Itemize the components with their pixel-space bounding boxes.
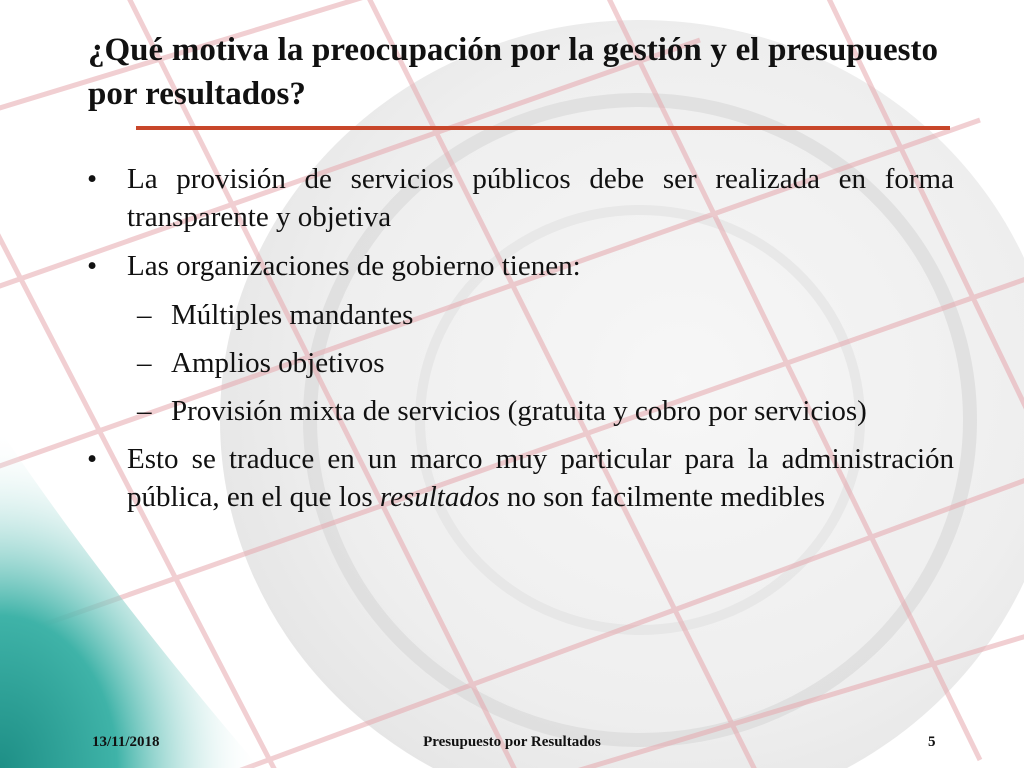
sub-bullet-item [80, 392, 954, 430]
sub-bullet-item [80, 296, 954, 334]
bullet-item [80, 160, 954, 236]
sub-bullet-text: Provisión mixta de servicios (gratuita y cobro por servicios) [171, 395, 867, 427]
dash-marker: – [137, 299, 152, 331]
title-underline [136, 126, 950, 130]
bullet-text [127, 443, 954, 513]
slide-body [80, 160, 954, 527]
footer-title: Presupuesto por Resultados [423, 734, 601, 750]
bullet-item [80, 247, 954, 285]
sub-bullet-text: Amplios objetivos [171, 347, 385, 379]
dash-marker: – [137, 347, 152, 379]
dash-marker: – [137, 395, 152, 427]
sub-bullet-item [80, 344, 954, 382]
bullet-text: La provisión de servicios públicos debe ser realizada en forma transparente y objetiva [127, 163, 954, 233]
bullet-text: Las organizaciones de gobierno tienen: [127, 250, 581, 282]
bullet-marker: • [87, 250, 98, 282]
emphasis-resultados: resultados [379, 481, 500, 513]
bullet-text-before: Esto se traduce en un marco muy particular para la administración pública, en el que los [127, 443, 954, 513]
bullet-item [80, 440, 954, 516]
bullet-marker: • [87, 163, 98, 195]
page-number: 5 [928, 734, 936, 750]
bullet-marker: • [87, 443, 98, 475]
bullet-text-after: no son facilmente medibles [499, 481, 826, 513]
slide-title: ¿Qué motiva la preocupación por la gestión y el presupuesto por resultados? [88, 32, 938, 112]
sub-bullet-text: Múltiples mandantes [171, 299, 414, 331]
footer-date: 13/11/2018 [92, 734, 160, 750]
